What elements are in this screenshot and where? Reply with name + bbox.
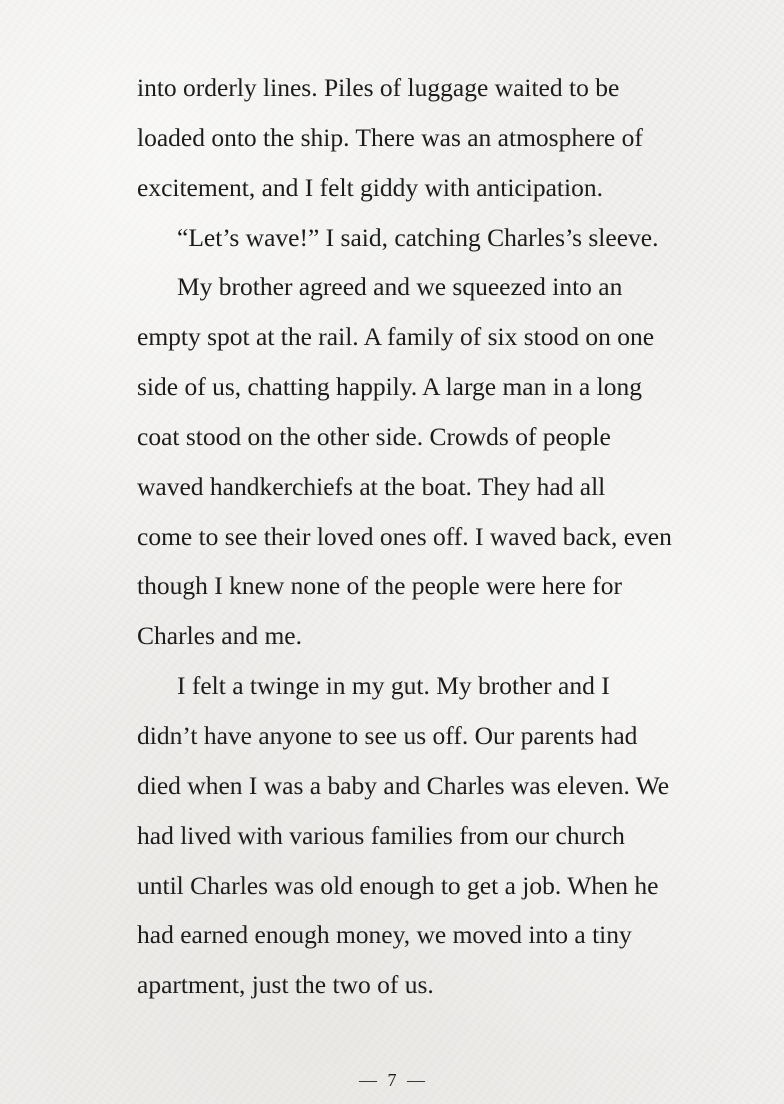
page-footer — [0, 1068, 784, 1092]
footer-dash-left: — — [359, 1070, 377, 1090]
text-line: come to see their loved ones off. I waved back, even — [137, 521, 672, 551]
text-line: loaded onto the ship. There was an atmosphere of — [137, 122, 643, 152]
text-line: had lived with various families from our church — [137, 820, 625, 850]
text-line: Charles and me. — [137, 621, 302, 651]
body-text — [137, 63, 697, 1010]
text-line: I felt a twinge in my gut. My brother and I — [177, 671, 610, 701]
text-line: had earned enough money, we moved into a tiny — [137, 920, 632, 950]
text-line: though I knew none of the people were here for — [137, 571, 623, 601]
text-line: waved handkerchiefs at the boat. They had all — [137, 471, 606, 501]
text-line: empty spot at the rail. A family of six stood on one — [137, 322, 655, 352]
footer-dash-right: — — [407, 1070, 425, 1090]
text-line: died when I was a baby and Charles was eleven. We — [137, 770, 670, 800]
text-line: apartment, just the two of us. — [137, 970, 434, 1000]
text-line: “Let’s wave!” I said, catching Charles’s sleeve. — [177, 222, 659, 252]
text-line: My brother agreed and we squeezed into an — [177, 272, 623, 302]
text-line: side of us, chatting happily. A large man in a long — [137, 372, 642, 402]
text-line: excitement, and I felt giddy with anticipation. — [137, 172, 603, 202]
text-line: until Charles was old enough to get a job. When he — [137, 870, 659, 900]
text-line: coat stood on the other side. Crowds of people — [137, 421, 611, 451]
text-line: didn’t have anyone to see us off. Our parents had — [137, 720, 638, 750]
text-line: into orderly lines. Piles of luggage waited to be — [137, 73, 620, 102]
page-number: 7 — [387, 1070, 397, 1090]
